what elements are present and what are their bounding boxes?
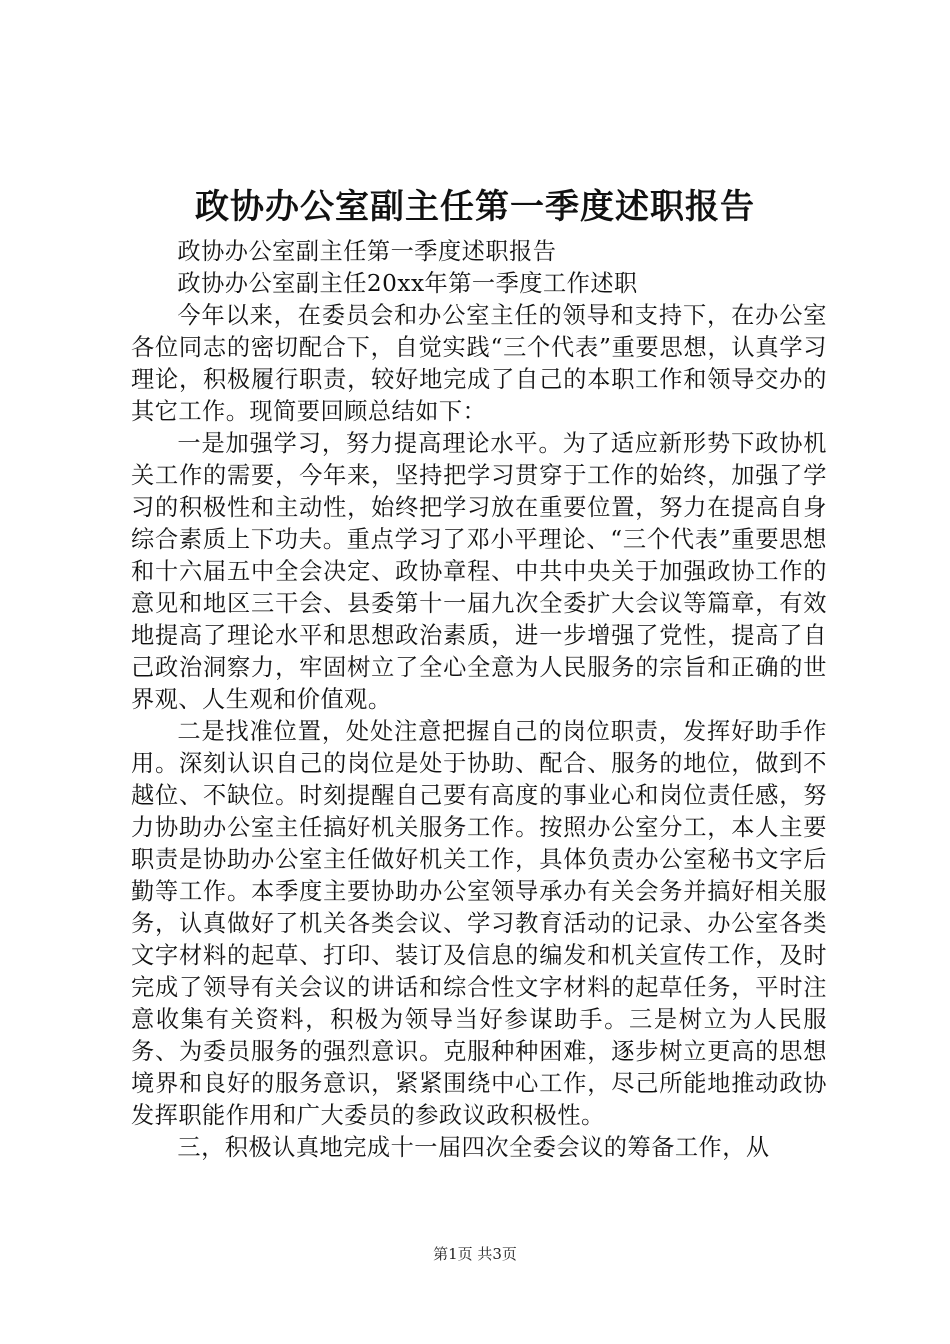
page-footer: 第1页 共3页 bbox=[433, 1245, 517, 1263]
paragraph-position: 二是找准位置，处处注意把握自己的岗位职责，发挥好助手作用。深刻认识自己的岗位是处于协助、配合、服务的地位，做到不越位、不缺位。时刻提醒自己要有高度的事业心和岗位责任感，努力协助办公室主任搞好机关服务工作。按照办公室分工，本人主要职责是协助办公室主任做好机关工作，具体负责办公室秘书文字后勤等工作。本季度主要协助办公室领导承办有关会务并搞好相关服务，认真做好了机关各类会议、学习教育活动的记录、办公室各类文字材料的起草、打印、装订及信息的编发和机关宣传工作，及时完成了领导有关会议的讲话和综合性文字材料的起草任务，平时注意收集有关资料，积极为领导当好参谋助手。三是树立为人民服务、为委员服务的强烈意识。克服种种困难，逐步树立更高的思想境界和良好的服务意识，紧紧围绕中心工作，尽己所能地推动政协发挥职能作用和广大委员的参政议政积极性。 bbox=[131, 718, 827, 1129]
paragraph-meeting: 三，积极认真地完成十一届四次全委会议的筹备工作，从 bbox=[177, 1134, 770, 1161]
paragraph-study: 一是加强学习，努力提高理论水平。为了适应新形势下政协机关工作的需要，今年来，坚持把学习贯穿于工作的始终，加强了学习的积极性和主动性，始终把学习放在重要位置，努力在提高自身综合素质上下功夫。重点学习了邓小平理论、“三个代表”重要思想和十六届五中全会决定、政协章程、中共中央关于加强政协工作的意见和地区三干会、县委第十一届九次全委扩大会议等篇章，有效地提高了理论水平和思想政治素质，进一步增强了党性，提高了自己政治洞察力，牢固树立了全心全意为人民服务的宗旨和正确的世界观、人生观和价值观。 bbox=[131, 430, 827, 713]
document-title: 政协办公室副主任第一季度述职报告 bbox=[195, 187, 755, 227]
paragraph-subtitle: 政协办公室副主任第一季度述职报告 bbox=[177, 238, 557, 265]
paragraph-heading: 政协办公室副主任20xx年第一季度工作述职 bbox=[177, 270, 638, 297]
paragraph-intro: 今年以来，在委员会和办公室主任的领导和支持下，在办公室各位同志的密切配合下，自觉实践“三个代表”重要思想，认真学习理论，积极履行职责，较好地完成了自己的本职工作和领导交办的其它工作。现简要回顾总结如下： bbox=[131, 302, 827, 425]
document-body bbox=[131, 236, 827, 1164]
